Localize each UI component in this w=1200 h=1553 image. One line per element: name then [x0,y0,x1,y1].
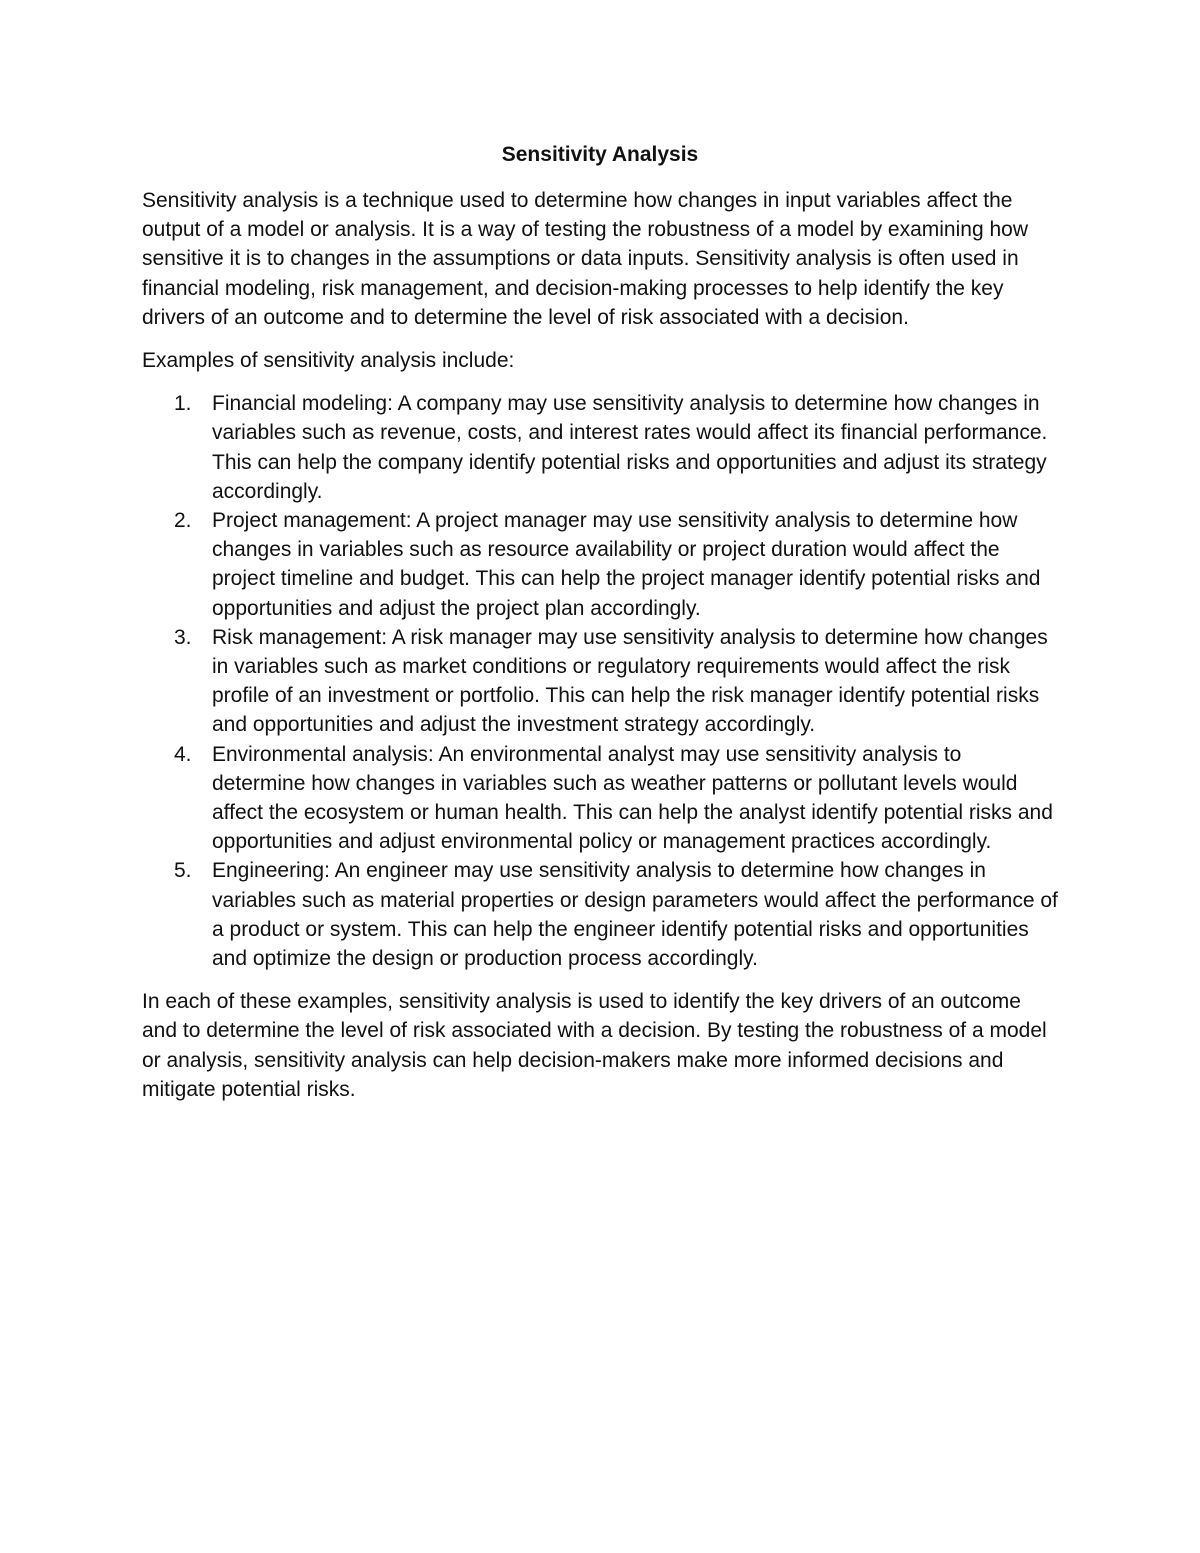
list-item [142,623,1060,740]
list-item-number: 5. [174,859,192,883]
list-item-text: Environmental analysis: An environmental analyst may use sensitivity analysis to determine how changes in variables such as weather patterns or pollutant levels would affect the ecosystem or human health. This can help the analyst identify potential risks and opportunities and adjust environmental policy or management practices accordingly. [212,742,1053,854]
examples-list [142,389,1060,973]
list-item [142,856,1060,973]
page-title: Sensitivity Analysis [501,143,699,166]
list-item [142,389,1060,506]
list-item-number: 3. [174,625,192,649]
list-item-text: Engineering: An engineer may use sensitivity analysis to determine how changes in variables such as material properties or design parameters would affect the performance of a product or system. This can help the engineer identify potential risks and opportunities and optimize the design or production process accordingly. [212,859,1058,971]
examples-lead-paragraph: Examples of sensitivity analysis include: [142,349,515,373]
list-item-number: 2. [174,509,192,533]
intro-paragraph: Sensitivity analysis is a technique used to determine how changes in input variables affect the output of a model or analysis. It is a way of testing the robustness of a model by examining how sensitive it is to changes in the assumptions or data inputs. Sensitivity analysis is often used in financial modeling, risk management, and decision-making processes to help identify the key drivers of an outcome and to determine the level of risk associated with a decision. [142,189,1028,329]
list-item [142,506,1060,623]
list-item-number: 4. [174,742,192,766]
list-item-text: Financial modeling: A company may use sensitivity analysis to determine how changes in variables such as revenue, costs, and interest rates would affect its financial performance. This can help the company identify potential risks and opportunities and adjust its strategy accordingly. [212,392,1048,503]
conclusion-paragraph: In each of these examples, sensitivity analysis is used to identify the key drivers of an outcome and to determine the level of risk associated with a decision. By testing the robustness of a model or analysis, sensitivity analysis can help decision-makers make more informed decisions and mitigate potential risks. [142,990,1047,1101]
list-item-number: 1. [174,392,192,416]
list-item-text: Risk management: A risk manager may use sensitivity analysis to determine how changes in variables such as market conditions or regulatory requirements would affect the risk profile of an investment or portfolio. This can help the risk manager identify potential risks and opportunities and adjust the investment strategy accordingly. [212,625,1048,737]
list-item-text: Project management: A project manager may use sensitivity analysis to determine how changes in variables such as resource availability or project duration would affect the project timeline and budget. This can help the project manager identify potential risks and opportunities and adjust the project plan accordingly. [212,509,1041,620]
document-body [142,186,1060,1118]
list-item [142,740,1060,857]
